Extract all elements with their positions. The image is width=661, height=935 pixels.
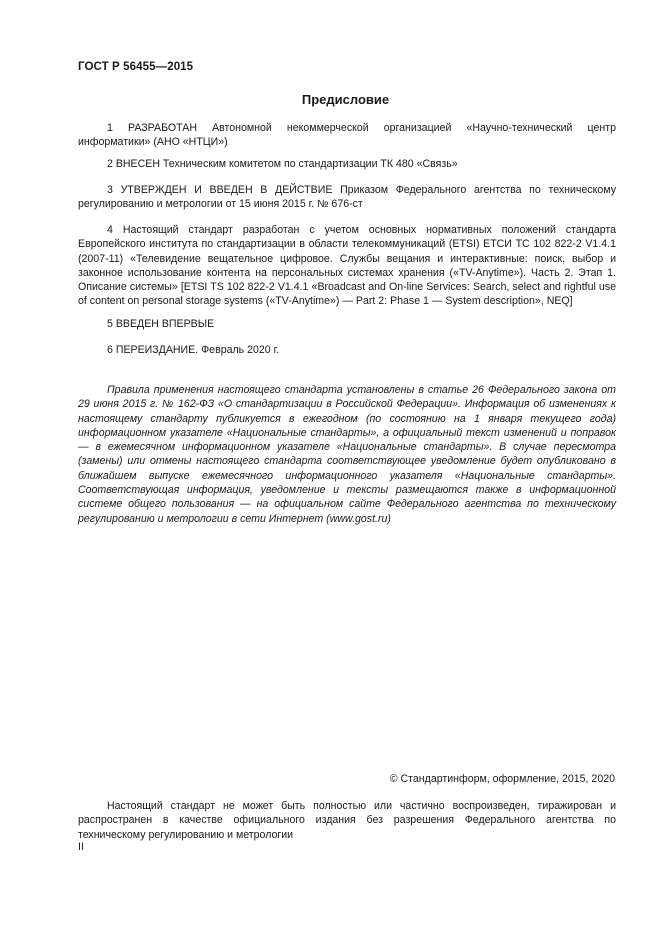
foreword-item-2: 2 ВНЕСЕН Техническим комитетом по стандартизации ТК 480 «Связь»: [107, 158, 458, 170]
page-number: II: [78, 841, 84, 853]
reproduction-notice: Настоящий стандарт не может быть полностью или частично воспроизведен, тиражирован и распространен в качестве официального издания без разрешения Федерального агентства по техническому регулированию и метрологии: [78, 800, 616, 841]
foreword-item-3: 3 УТВЕРЖДЕН И ВВЕДЕН В ДЕЙСТВИЕ Приказом Федерального агентства по техническому регулированию и метрологии от 15 июня 2015 г. № 676-ст: [78, 184, 616, 211]
document-code: ГОСТ Р 56455—2015: [78, 61, 194, 73]
standard-application-notice: Правила применения настоящего стандарта установлены в статье 26 Федерального закона от 29 июня 2015 г. № 162-ФЗ «О стандартизации в Российской Федерации». Информация об изменениях к настоящему стандарту публикуется в ежегодном (по состоянию на 1 января текущего года) информационном указателе «Национальные стандарты», а официальный текст изменений и поправок — в ежемесячном информационном указателе «Национальные стандарты». В случае пересмотра (замены) или отмены настоящего стандарта соответствующее уведомление будет опубликовано в ближайшем выпуске ежемесячного информационного указателя «Национальные стандарты». Соответствующая информация, уведомление и тексты размещаются также в информационной системе общего пользования — на официальном сайте Федерального агентства по техническому регулированию и метрологии в сети Интернет (www.gost.ru): [78, 384, 616, 525]
foreword-item-5: 5 ВВЕДЕН ВПЕРВЫЕ: [107, 318, 215, 330]
page-title: Предисловие: [301, 92, 390, 107]
foreword-item-1: 1 РАЗРАБОТАН Автономной некоммерческой организацией «Научно-технический центр информатики» (АНО «НТЦИ»): [78, 122, 616, 149]
copyright-line: © Стандартинформ, оформление, 2015, 2020: [389, 773, 615, 785]
foreword-item-4: 4 Настоящий стандарт разработан с учетом основных нормативных положений стандарта Европейского института по стандартизации в области телекоммуникаций (ETSI) ЕТСИ ТС 102 822-2 V1.4.1 (2007-11) «Телевидение вещательное цифровое. Службы вещания и интерактивные: поиск, выбор и законное использование контента на персональных системах хранения («TV-Anytime»). Часть 2. Этап 1. Описание системы» [ETSI TS 102 822-2 V1.4.1 «Broadcast and On-line Services: Search, select and rightful use of content on personal storage systems («TV-Anytime») — Part 2: Phase 1 — System description», NEQ]: [78, 224, 616, 308]
foreword-item-6: 6 ПЕРЕИЗДАНИЕ. Февраль 2020 г.: [107, 344, 280, 356]
